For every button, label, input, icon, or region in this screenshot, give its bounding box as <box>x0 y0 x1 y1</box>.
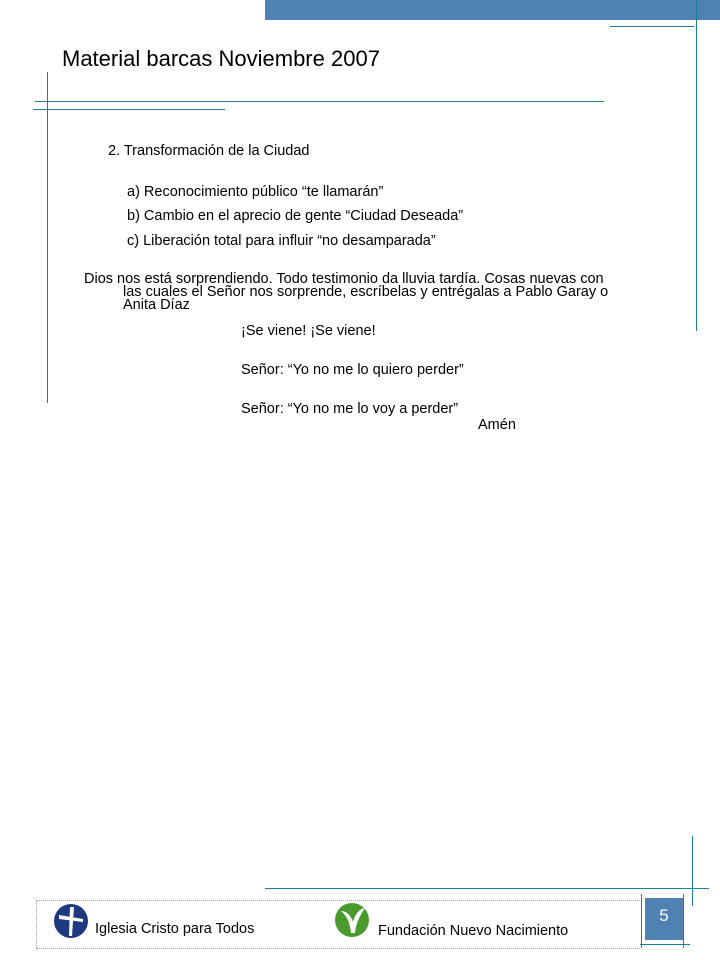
page-number-badge <box>645 898 683 940</box>
page-box-left-tick <box>641 894 642 948</box>
exclamation-line: ¡Se viene! ¡Se viene! <box>241 323 376 339</box>
header-rule-long <box>35 101 604 102</box>
left-vertical-rule <box>47 72 48 403</box>
list-item: c) Liberación total para influir “no desamparada” <box>127 233 436 249</box>
paragraph-line: Anita Díaz <box>123 297 190 313</box>
footer-dotted-top <box>36 900 640 901</box>
list-item: a) Reconocimiento público “te llamarán” <box>127 184 384 200</box>
right-top-short-rule <box>610 26 694 27</box>
footer-vertical-rule <box>692 836 693 906</box>
header-accent-bar <box>265 0 720 20</box>
paragraph-line: las cuales el Señor nos sorprende, escríbelas y entrégalas a Pablo Garay o <box>123 284 609 300</box>
section-heading: 2. Transformación de la Ciudad <box>108 143 310 159</box>
page-title: Material barcas Noviembre 2007 <box>62 46 380 71</box>
amen-text: Amén <box>478 417 516 433</box>
footer-dotted-left <box>36 900 37 948</box>
page-number: 5 <box>659 906 669 925</box>
paragraph-line: Dios nos está sorprendiendo. Todo testimonio da lluvia tardía. Cosas nuevas con <box>84 271 604 287</box>
footer-left-org: Iglesia Cristo para Todos <box>95 921 255 937</box>
list-item: b) Cambio en el aprecio de gente “Ciudad Deseada” <box>127 208 464 224</box>
footer-dotted-bottom <box>36 948 640 949</box>
right-vertical-rule-top <box>696 0 697 331</box>
prayer-line: Señor: “Yo no me lo quiero perder” <box>241 362 464 378</box>
page-box-bottom-tick <box>640 944 690 945</box>
page-box-right-tick <box>683 894 684 948</box>
header-rule-short <box>33 109 225 110</box>
cross-circle-logo-icon <box>53 903 89 939</box>
footer-horizontal-rule <box>265 888 709 889</box>
footer-right-org: Fundación Nuevo Nacimiento <box>378 923 569 939</box>
prayer-line: Señor: “Yo no me lo voy a perder” <box>241 401 459 417</box>
sprout-circle-logo-icon <box>334 902 370 938</box>
body-paragraph <box>84 273 674 312</box>
